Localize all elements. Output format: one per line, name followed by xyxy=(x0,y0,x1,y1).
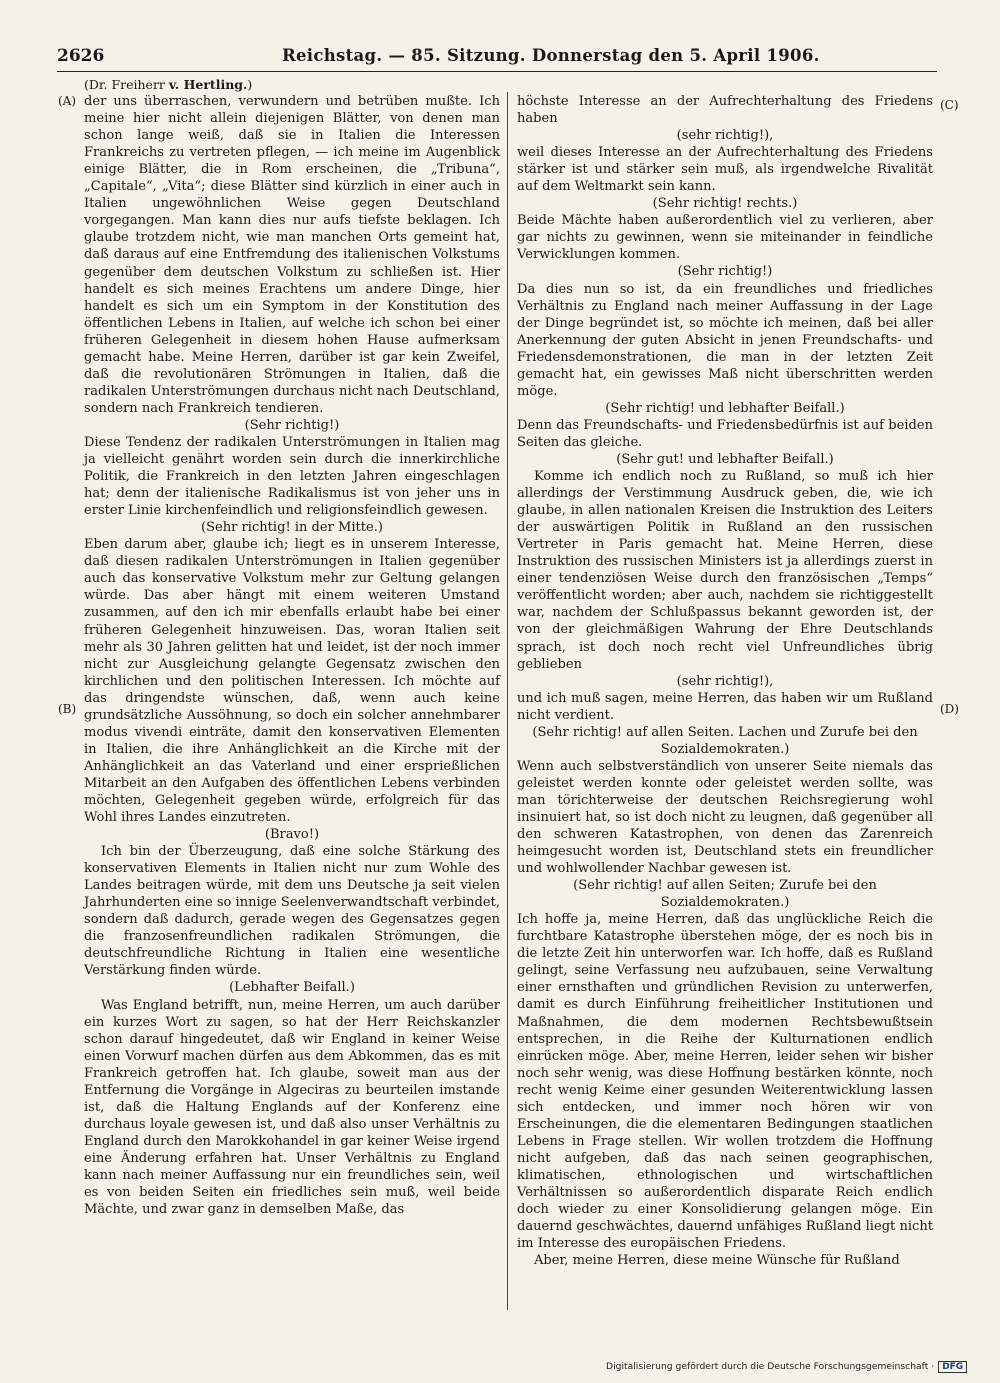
interjection: (Lebhafter Beifall.) xyxy=(229,980,355,996)
interjection: (Sehr gut! und lebhafter Beifall.) xyxy=(616,451,834,467)
speaker-close: ) xyxy=(247,77,253,92)
paragraph: und ich muß sagen, meine Herren, das haben wir um Rußland nicht verdient. xyxy=(517,690,933,723)
interjection: (Sehr richtig! rechts.) xyxy=(652,196,798,212)
digitization-footer xyxy=(606,1361,967,1373)
margin-mark-a: (A) xyxy=(58,94,77,108)
paragraph: Wenn auch selbstverständlich von unserer Seite niemals das geleistet werden konnte oder geleistet werden sollte, was man törichterweise der deutschen Reichsregierung wohl insinuiert hat, so ist doch nicht zu leugnen, daß gegenüber all den schweren Katastrophen, von denen das Zarenreich heimgesucht worden ist, Deutschland stets ein freundlicher und wohlwollender Nachbar gewesen ist. xyxy=(517,758,933,877)
paragraph: Eben darum aber, glaube ich; liegt es in unserem Interesse, daß diesen radikalen Unterströmungen in Italien gegenüber auch das konservative Volkstum mehr zur Geltung gelangen würde. Das aber hängt mit einem weiteren Umstand zusammen, auf den ich mir ebenfalls erlaubt habe bei einer früheren Gelegenheit hinzuweisen. Das, woran Italien seit mehr als 30 Jahren gelitten hat und leidet, ist der noch immer nicht zur Ausgleichung gelangte Gegensatz zwischen den kirchlichen und den politischen Interessen. Ich möchte auf das dringendste wünschen, daß, wenn auch keine grundsätzliche Aussöhnung, so doch ein solcher annehmbarer modus vivendi einträte, damit den konservativen Elementen in Italien, die ihre Anhänglichkeit an die Kirche mit der Anhänglichkeit an das Vaterland und einer ersprießlichen Mitarbeit an den Aufgaben des öffentlichen Lebens verbinden möchten, Gelegenheit gegeben würde, erfolgreich für das Wohl ihres Landes einzutreten. xyxy=(84,537,500,826)
interjection: (sehr richtig!), xyxy=(676,128,774,144)
paragraph: Beide Mächte haben außerordentlich viel zu verlieren, aber gar nichts zu gewinnen, wenn sie miteinander in feindliche Verwicklungen kommen. xyxy=(517,213,933,263)
footer-text: Digitalisierung gefördert durch die Deutsche Forschungsgemeinschaft · xyxy=(606,1361,935,1372)
interjection: (Bravo!) xyxy=(264,827,320,843)
interjection: (Sehr richtig! auf allen Seiten. Lachen und Zurufe bei den Sozialdemokraten.) xyxy=(532,724,918,757)
paragraph: Ich bin der Überzeugung, daß eine solche Stärkung des konservativen Elements in Italien nicht nur zum Wohle des Landes beitragen würde, mit dem uns Deutsche ja seit vielen Jahrhunderten eine so innige Seelenverwandtschaft verbindet, sondern daß dadurch, gerade wegen des Gegensatzes gegen die franzosenfreundlichen radikalen Strömungen, die deutschfreundliche Richtung in Italien eine wesentliche Verstärkung finden würde. xyxy=(84,844,500,979)
paragraph: Aber, meine Herren, diese meine Wünsche für Rußland xyxy=(534,1253,900,1269)
paragraph: Komme ich endlich noch zu Rußland, so muß ich hier allerdings der Verstimmung Ausdruck geben, die, wie ich glaube, in allen nationalen Kreisen die Instruktion des Leiters der auswärtigen Politik in Rußland an den russischen Vertreter in Paris gemacht hat. Meine Herren, diese Instruktion des russischen Ministers ist ja allerdings zuerst in einer tendenziösen Weise durch den französischen „Temps“ veröffentlicht worden; aber auch, nachdem sie richtiggestellt war, nachdem der Schlußpassus bekannt geworden ist, der von der gleichmäßigen Wahrung der Ehre Deutschlands sprach, ist doch noch recht viel Unfreundliches übrig geblieben xyxy=(517,469,933,672)
margin-mark-d: (D) xyxy=(940,702,959,716)
header-rule xyxy=(57,71,937,72)
left-column xyxy=(84,76,500,1218)
column-divider xyxy=(507,92,508,1310)
running-head: Reichstag. — 85. Sitzung. Donnerstag den 5. April 1906. xyxy=(282,46,820,65)
interjection: (sehr richtig!), xyxy=(676,673,774,689)
margin-mark-b: (B) xyxy=(58,702,77,716)
interjection: (Sehr richtig!) xyxy=(677,264,773,280)
paragraph: Denn das Freundschafts- und Friedensbedürfnis ist auf beiden Seiten das gleiche. xyxy=(517,417,933,450)
speaker-name: v. Hertling. xyxy=(168,77,248,92)
speaker-title: (Dr. Freiherr xyxy=(84,77,169,92)
paragraph: der uns überraschen, verwundern und betrüben mußte. Ich meine hier nicht allein diejenigen Blätter, von denen man schon lange weiß, daß sie in Italien die Interessen Frankreichs zu vertreten pflegen, — ich meine im Augenblick einige Blätter, die in Rom erscheinen, die „Tribuna“, „Capitale“, „Vita“; diese Blätter sind kürzlich in einer auch in Italien ungewöhnlichen Weise gegen Deutschland vorgegangen. Man kann dies nur aufs tiefste beklagen. Ich glaube trotzdem nicht, wie man manchen Orts gemeint hat, daß daraus auf eine Entfremdung des italienischen Volkstums gegenüber dem deutschen Volkstum zu schließen ist. Hier handelt es sich meines Erachtens um andere Dinge, hier handelt es sich um ein Symptom in der Konstitution des öffentlichen Lebens in Italien, auf welche ich schon bei einer früheren Gelegenheit in diesem hohen Hause aufmerksam gemacht habe. Meine Herren, darüber ist gar kein Zweifel, daß die revolutionären Strömungen in Italien, daß die radikalen Unterströmungen durchaus nicht nach Deutschland, sondern nach Frankreich tendieren. xyxy=(84,94,500,416)
paragraph: Diese Tendenz der radikalen Unterströmungen in Italien mag ja vielleicht genährt worden sein durch die innerkirchliche Politik, die Frankreich in den letzten Jahren eingeschlagen hat; denn der italienische Radikalismus ist von jeher uns in erster Linie kirchenfeindlich und religionsfeindlich gewesen. xyxy=(84,434,500,519)
paragraph: höchste Interesse an der Aufrechterhaltung des Friedens haben xyxy=(517,94,933,127)
page-number: 2626 xyxy=(57,46,105,66)
right-column xyxy=(517,93,933,1269)
interjection: (Sehr richtig!) xyxy=(244,417,340,433)
paragraph: weil dieses Interesse an der Aufrechterhaltung des Friedens stärker ist und stärker sein muß, als irgendwelche Rivalität auf dem Weltmarkt sein kann. xyxy=(517,145,933,195)
paragraph: Ich hoffe ja, meine Herren, daß das unglückliche Reich die furchtbare Katastrophe überstehen möge, der es noch bis in die letzte Zeit hin unterworfen war. Ich hoffe, daß es Rußland gelingt, seine Verfassung neu aufzubauen, seine Verwaltung einer ernsthaften und gründlichen Revision zu unterwerfen, damit es durch Einführung freiheitlicher Institutionen und Maßnahmen, die dem modernen Rechtsbewußtsein entsprechen, in die Reihe der Kulturnationen endlich einrücken möge. Aber, meine Herren, leider sehen wir bisher noch sehr wenig, was diese Hoffnung bestärken könnte, noch recht wenig Keime einer gesunden Weiterentwicklung lassen sich entdecken, und immer noch hören wir von Erscheinungen, die die elementaren Bedingungen staatlichen Lebens in Frage stellen. Wir wollen trotzdem die Hoffnung nicht aufgeben, daß das nach seinen geographischen, klimatischen, ethnologischen und wirtschaftlichen Verhältnissen so außerordentlich disparate Reich endlich doch wieder zu einer Konsolidierung gelangen möge. Ein dauernd geschwächtes, dauernd unfähiges Rußland liegt nicht im Interesse des europäischen Friedens. xyxy=(517,912,933,1252)
paragraph: Was England betrifft, nun, meine Herren, um auch darüber ein kurzes Wort zu sagen, so hat der Herr Reichskanzler schon darauf hingedeutet, daß wir England in keiner Weise einen Vorwurf machen dürfen aus dem Abkommen, das es mit Frankreich getroffen hat. Ich glaube, soweit man aus der Entfernung die Vorgänge in Algeciras zu beurteilen imstande ist, daß die Haltung Englands auf der Konferenz eine durchaus loyale gewesen ist, und daß also unser Verhältnis zu England durch den Marokkohandel in gar keiner Weise irgend eine Änderung erfahren hat. Unser Verhältnis zu England kann nach meiner Auffassung nur ein freundliches sein, weil es von beiden Seiten ein friedliches sein muß, weil beide Mächte, und zwar ganz in demselben Maße, das xyxy=(84,997,500,1218)
interjection: (Sehr richtig! auf allen Seiten; Zurufe bei den Sozialdemokraten.) xyxy=(573,878,877,911)
dfg-logo: DFG xyxy=(938,1361,967,1373)
interjection: (Sehr richtig! und lebhafter Beifall.) xyxy=(605,400,845,416)
margin-mark-c: (C) xyxy=(940,98,959,112)
interjection: (Sehr richtig! in der Mitte.) xyxy=(201,520,383,536)
page-header xyxy=(57,46,937,70)
speaker-line xyxy=(84,76,500,93)
paragraph: Da dies nun so ist, da ein freundliches und friedliches Verhältnis zu England nach meiner Auffassung in der Lage der Dinge begründet ist, so möchte ich meinen, daß bei aller Anerkennung der guten Absicht in jenen Freundschafts- und Friedensdemonstrationen, die man in der letzten Zeit gemacht hat, ein gewisses Maß nicht überschritten werden möge. xyxy=(517,281,933,399)
